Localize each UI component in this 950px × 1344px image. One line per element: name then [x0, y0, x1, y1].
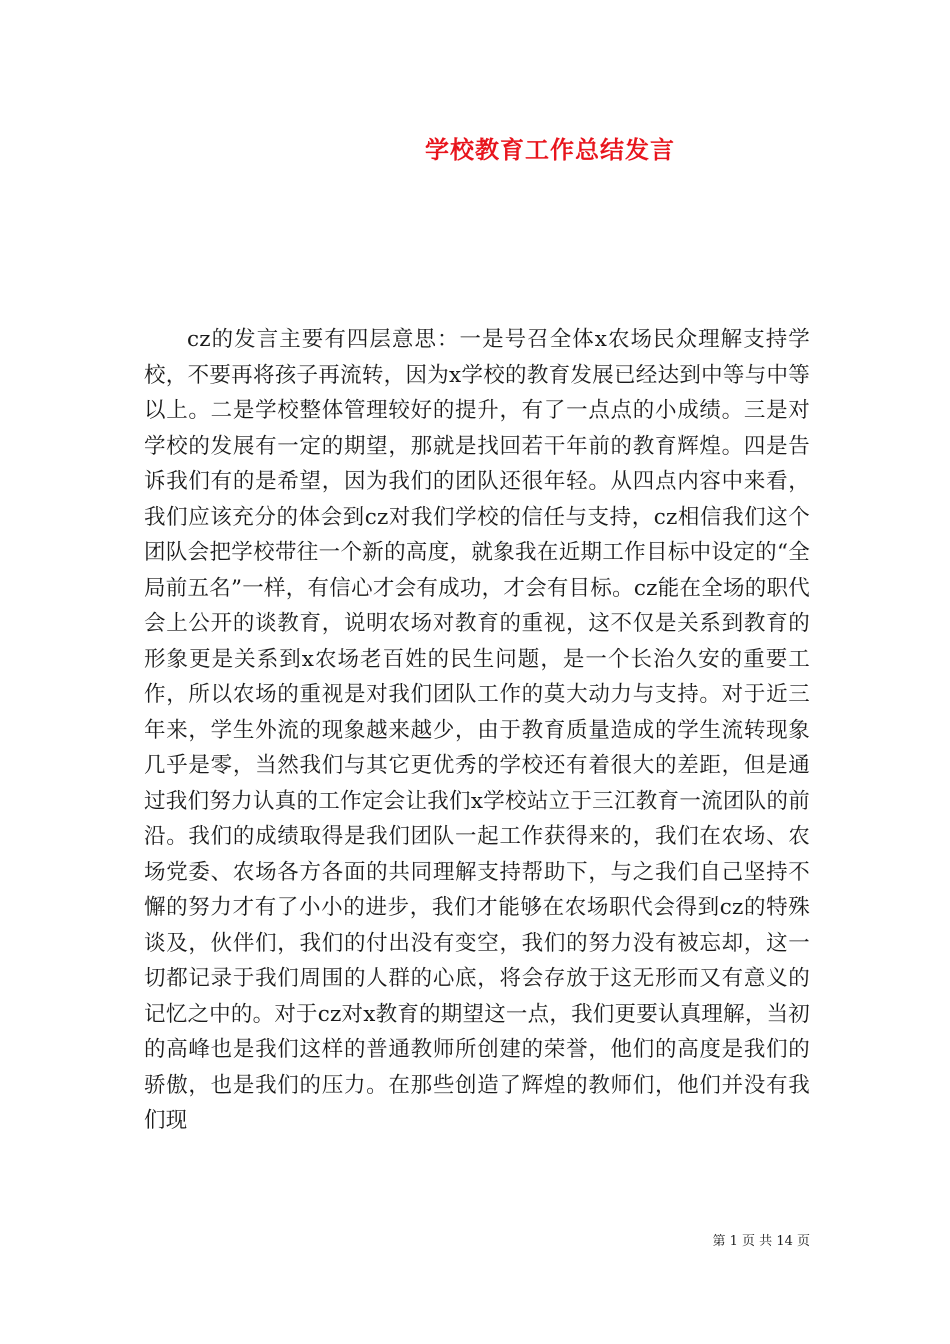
page-footer: 第 1 页 共 14 页 — [712, 1234, 810, 1249]
body-paragraph: cz的发言主要有四层意思：一是号召全体x农场民众理解支持学校，不要再将孩子再流转，因为x学校的教育发展已经达到中等与中等以上。二是学校整体管理较好的提升，有了一点点的小成绩。三是对学校的发展有一定的期望，那就是找回若干年前的教育辉煌。四是告诉我们有的是希望，因为我们的团队还很年轻。从四点内容中来看，我们应该充分的体会到cz对我们学校的信任与支持，cz相信我们这个团队会把学校带往一个新的高度，就象我在近期工作目标中设定的“全局前五名”一样，有信心才会有成功，才会有目标。cz能在全场的职代会上公开的谈教育，说明农场对教育的重视，这不仅是关系到教育的形象更是关系到x农场老百姓的民生问题，是一个长治久安的重要工作，所以农场的重视是对我们团队工作的莫大动力与支持。对于近三年来，学生外流的现象越来越少，由于教育质量造成的学生流转现象几乎是零，当然我们与其它更优秀的学校还有着很大的差距，但是通过我们努力认真的工作定会让我们x学校站立于三江教育一流团队的前沿。我们的成绩取得是我们团队一起工作获得来的，我们在农场、农场党委、农场各方各面的共同理解支持帮助下，与之我们自己坚持不懈的努力才有了小小的进步，我们才能够在农场职代会得到cz的特殊谈及，伙伴们，我们的付出没有变空，我们的努力没有被忘却，这一切都记录于我们周围的人群的心底，将会存放于这无形而又有意义的记忆之中的。对于cz对x教育的期望这一点，我们更要认真理解，当初的高峰也是我们这样的普通教师所创建的荣誉，他们的高度是我们的骄傲，也是我们的压力。在那些创造了辉煌的教师们，他们并没有我们现 — [144, 327, 810, 1133]
document-title: 学校教育工作总结发言 — [425, 136, 675, 164]
